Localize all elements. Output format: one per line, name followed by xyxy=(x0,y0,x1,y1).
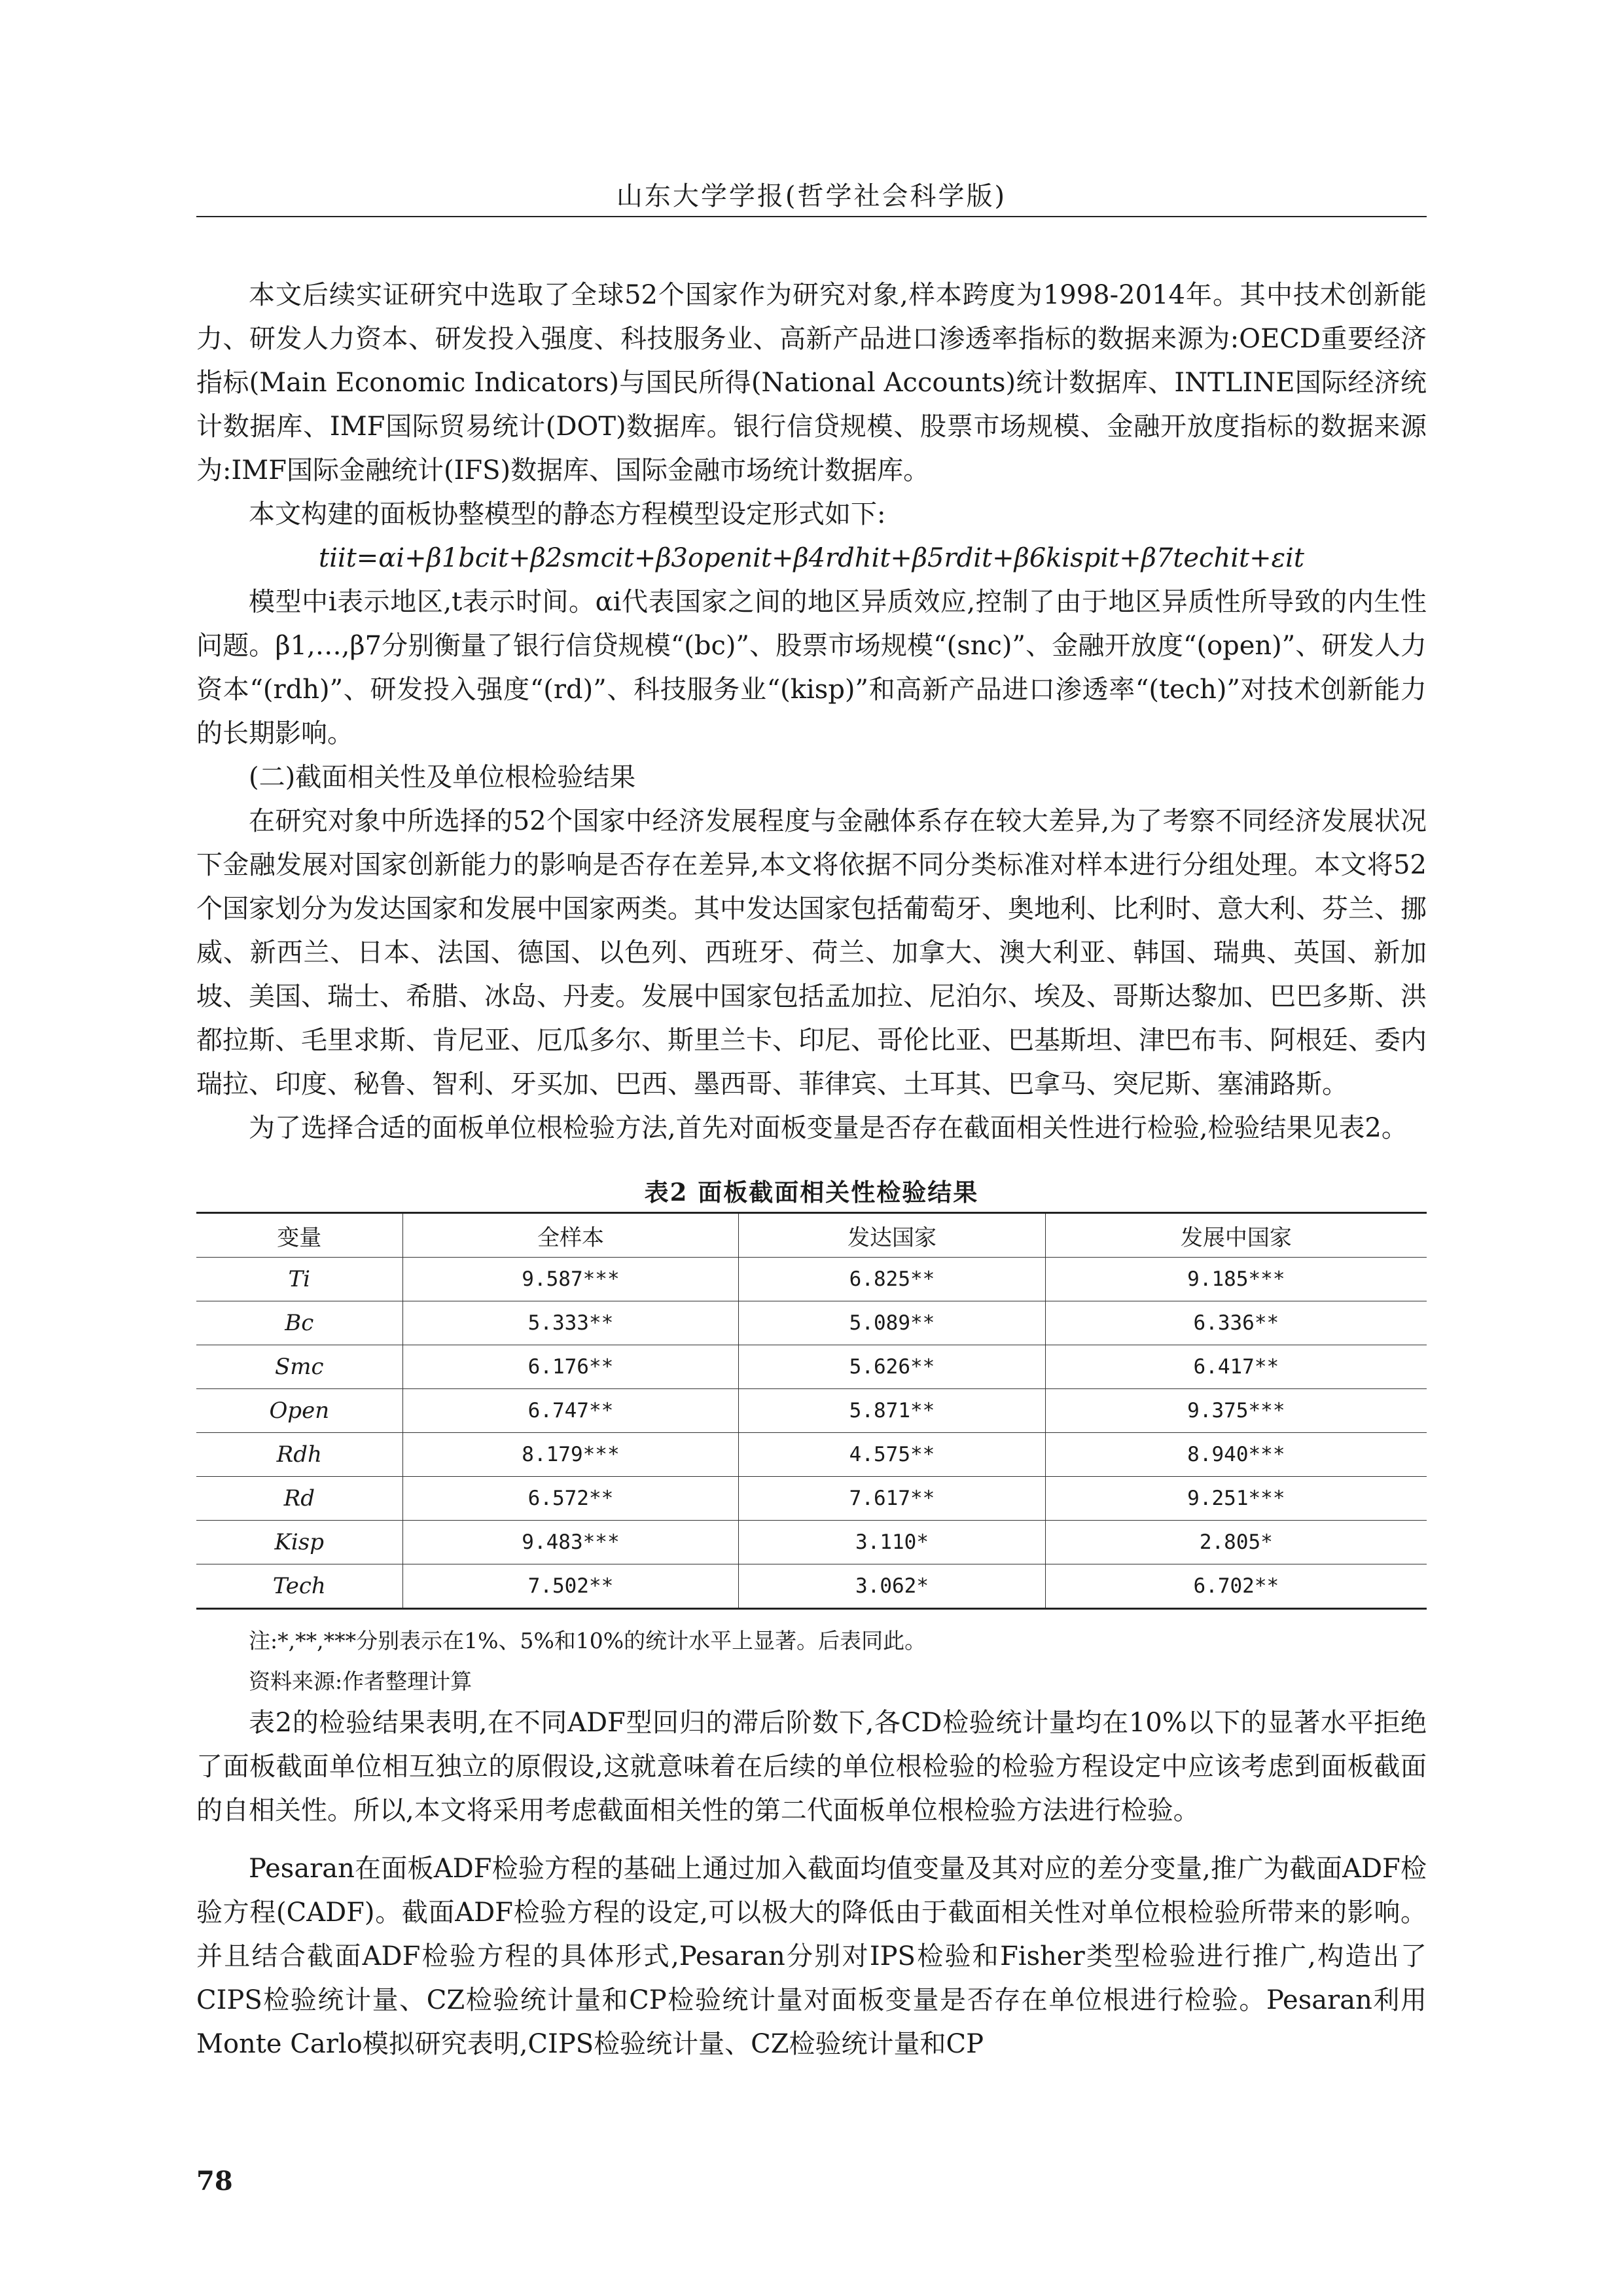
table-header-row xyxy=(196,1213,1427,1258)
value-cell: 6.417** xyxy=(1045,1345,1427,1389)
value-cell: 6.747** xyxy=(402,1389,739,1433)
column-header: 变量 xyxy=(196,1213,402,1258)
variable-cell: Tech xyxy=(196,1564,402,1609)
table-note: 注:*,**,***分别表示在1%、5%和10%的统计水平上显著。后表同此。 xyxy=(249,1628,927,1653)
value-cell: 2.805* xyxy=(1045,1521,1427,1564)
value-cell: 7.502** xyxy=(402,1564,739,1609)
table-row xyxy=(196,1433,1427,1477)
variable-cell: Bc xyxy=(196,1301,402,1345)
value-cell: 6.336** xyxy=(1045,1301,1427,1345)
column-header: 发展中国家 xyxy=(1045,1213,1427,1258)
variable-cell: Ti xyxy=(196,1258,402,1301)
header-rule xyxy=(196,216,1427,217)
value-cell: 8.179*** xyxy=(402,1433,739,1477)
body-text-top xyxy=(196,274,1427,1150)
table-row xyxy=(196,1301,1427,1345)
variable-cell: Rdh xyxy=(196,1433,402,1477)
results-table xyxy=(196,1212,1427,1610)
value-cell: 5.089** xyxy=(739,1301,1045,1345)
value-cell: 6.176** xyxy=(402,1345,739,1389)
paragraph-model-explanation: 模型中i表示地区,t表示时间。αi代表国家之间的地区异质效应,控制了由于地区异质性所导致的内生性问题。β1,…,β7分别衡量了银行信贷规模“(bc)”、股票市场规模“(snc)”、金融开放度“(open)”、研发人力资本“(rdh)”、研发投入强度“(rd)”、科技服务业“(kisp)”和高新产品进口渗透率“(tech)”对技术创新能力的长期影响。 xyxy=(196,587,1427,749)
value-cell: 9.251*** xyxy=(1045,1477,1427,1521)
value-cell: 3.062* xyxy=(739,1564,1045,1609)
table-row xyxy=(196,1389,1427,1433)
table-notes xyxy=(249,1621,1427,1702)
paragraph-test-intro: 为了选择合适的面板单位根检验方法,首先对面板变量是否存在截面相关性进行检验,检验结果见表2。 xyxy=(249,1113,1408,1143)
table-row xyxy=(196,1564,1427,1609)
value-cell: 6.825** xyxy=(739,1258,1045,1301)
running-header: 山东大学学报(哲学社会科学版) xyxy=(616,181,1007,211)
column-header: 全样本 xyxy=(402,1213,739,1258)
value-cell: 5.333** xyxy=(402,1301,739,1345)
variable-cell: Smc xyxy=(196,1345,402,1389)
paragraph-cd-results: 表2的检验结果表明,在不同ADF型回归的滞后阶数下,各CD检验统计量均在10%以下的显著水平拒绝了面板截面单位相互独立的原假设,这就意味着在后续的单位根检验的检验方程设定中应该考虑到面板截面的自相关性。所以,本文将采用考虑截面相关性的第二代面板单位根检验方法进行检验。 xyxy=(196,1708,1427,1826)
section-heading: (二)截面相关性及单位根检验结果 xyxy=(249,762,636,792)
value-cell: 3.110* xyxy=(739,1521,1045,1564)
page-number: 78 xyxy=(196,2166,233,2197)
equation: tiit=αi+β1bcit+β2smcit+β3openit+β4rdhit+β5rdit+β6kispit+β7techit+εit xyxy=(319,543,1304,573)
value-cell: 6.572** xyxy=(402,1477,739,1521)
variable-cell: Kisp xyxy=(196,1521,402,1564)
paragraph-model-intro: 本文构建的面板协整模型的静态方程模型设定形式如下: xyxy=(249,499,886,529)
value-cell: 9.375*** xyxy=(1045,1389,1427,1433)
paragraph-country-groups: 在研究对象中所选择的52个国家中经济发展程度与金融体系存在较大差异,为了考察不同经济发展状况下金融发展对国家创新能力的影响是否存在差异,本文将依据不同分类标准对样本进行分组处理。本文将52个国家划分为发达国家和发展中国家两类。其中发达国家包括葡萄牙、奥地利、比利时、意大利、芬兰、挪威、新西兰、日本、法国、德国、以色列、西班牙、荷兰、加拿大、澳大利亚、韩国、瑞典、英国、新加坡、美国、瑞士、希腊、冰岛、丹麦。发展中国家包括孟加拉、尼泊尔、埃及、哥斯达黎加、巴巴多斯、洪都拉斯、毛里求斯、肯尼亚、厄瓜多尔、斯里兰卡、印尼、哥伦比亚、巴基斯坦、津巴布韦、阿根廷、委内瑞拉、印度、秘鲁、智利、牙买加、巴西、墨西哥、菲律宾、土耳其、巴拿马、突尼斯、塞浦路斯。 xyxy=(196,806,1427,1099)
table-row xyxy=(196,1521,1427,1564)
column-header: 发达国家 xyxy=(739,1213,1045,1258)
table-row xyxy=(196,1345,1427,1389)
value-cell: 5.871** xyxy=(739,1389,1045,1433)
table-source: 资料来源:作者整理计算 xyxy=(249,1669,473,1694)
value-cell: 7.617** xyxy=(739,1477,1045,1521)
value-cell: 6.702** xyxy=(1045,1564,1427,1609)
value-cell: 5.626** xyxy=(739,1345,1045,1389)
value-cell: 9.185*** xyxy=(1045,1258,1427,1301)
variable-cell: Rd xyxy=(196,1477,402,1521)
value-cell: 9.483*** xyxy=(402,1521,739,1564)
table-title: 表2 面板截面相关性检验结果 xyxy=(644,1178,979,1207)
value-cell: 8.940*** xyxy=(1045,1433,1427,1477)
variable-cell: Open xyxy=(196,1389,402,1433)
table-row xyxy=(196,1477,1427,1521)
paragraph-data-sources: 本文后续实证研究中选取了全球52个国家作为研究对象,样本跨度为1998-2014年。其中技术创新能力、研发人力资本、研发投入强度、科技服务业、高新产品进口渗透率指标的数据来源为:OECD重要经济指标(Main Economic Indicators)与国民所得(National Accounts)统计数据库、INTLINE国际经济统计数据库、IMF国际贸易统计(DOT)数据库。银行信贷规模、股票市场规模、金融开放度指标的数据来源为:IMF国际金融统计(IFS)数据库、国际金融市场统计数据库。 xyxy=(196,280,1427,486)
body-text-bottom xyxy=(196,1701,1427,2066)
value-cell: 4.575** xyxy=(739,1433,1045,1477)
table-row xyxy=(196,1258,1427,1301)
paragraph-pesaran: Pesaran在面板ADF检验方程的基础上通过加入截面均值变量及其对应的差分变量,推广为截面ADF检验方程(CADF)。截面ADF检验方程的设定,可以极大的降低由于截面相关性对单位根检验所带来的影响。并且结合截面ADF检验方程的具体形式,Pesaran分别对IPS检验和Fisher类型检验进行推广,构造出了CIPS检验统计量、CZ检验统计量和CP检验统计量对面板变量是否存在单位根进行检验。Pesaran利用Monte Carlo模拟研究表明,CIPS检验统计量、CZ检验统计量和CP xyxy=(196,1854,1427,2059)
value-cell: 9.587*** xyxy=(402,1258,739,1301)
